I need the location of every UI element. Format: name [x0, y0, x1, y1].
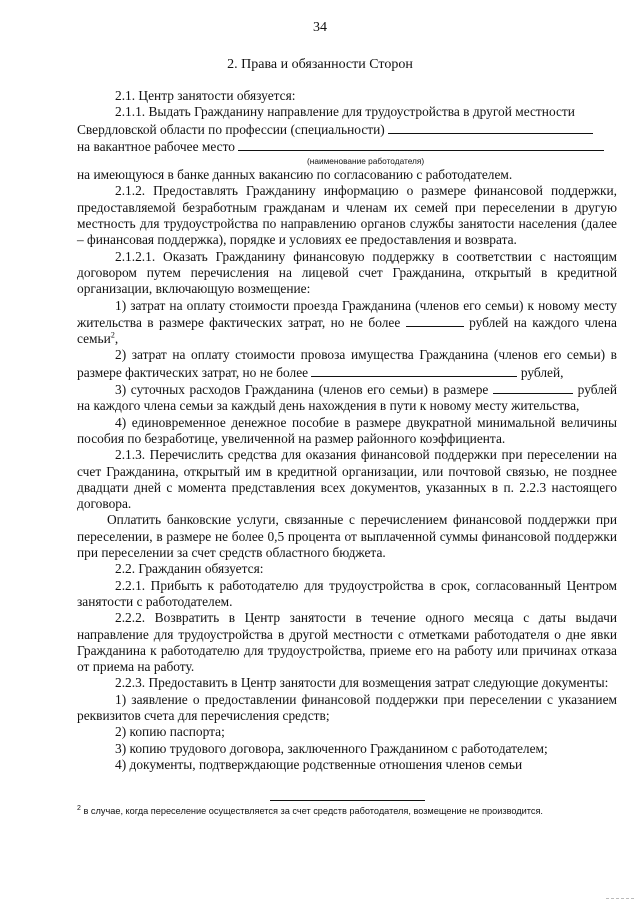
clause-2-1-1-vacancy: на имеющуюся в банке данных вакансию по согласованию с работодателем. [77, 167, 513, 183]
document-body [77, 88, 617, 773]
item3-tail: рублей на каждого члена семьи за каждый день нахождения в пути к новому месту жительства, [77, 382, 617, 414]
item1-comma: , [114, 331, 119, 347]
item1-blank [406, 314, 464, 327]
scan-artifact [606, 898, 634, 899]
profession-blank [388, 121, 593, 134]
footnote-divider [270, 800, 425, 801]
document-item-3: 3) копию трудового договора, заключенного Гражданином с работодателем; [115, 740, 548, 756]
footnote-text: в случае, когда переселение осуществляется за счет средств работодателя, возмещение не производится. [83, 806, 543, 816]
reimbursement-item-3 [77, 381, 617, 415]
page-number: 34 [313, 20, 327, 35]
reimbursement-item-2 [77, 347, 617, 381]
reimbursement-item-4: 4) единовременное денежное пособие в размере двукратной минимальной величины пособия по безработице, увеличенной на размер районного коэффициента. [77, 414, 617, 446]
reimbursement-item-1 [77, 298, 617, 348]
section-title: 2. Права и обязанности Сторон [227, 57, 413, 72]
clause-2-1-1-profession [77, 121, 617, 138]
item2-tail: рублей, [520, 364, 564, 380]
profession-label: Свердловской области по профессии (специальности) [77, 121, 385, 137]
document-item-1: 1) заявление о предоставлении финансовой поддержки при переселении с указанием реквизитов счета для перечисления средств; [77, 691, 617, 723]
document-item-2: 2) копию паспорта; [115, 724, 225, 740]
employer-blank [238, 138, 604, 151]
workplace-label: на вакантное рабочее место [77, 138, 235, 154]
clause-2-2: 2.2. Гражданин обязуется: [115, 561, 264, 577]
footnote-mark: 2 [77, 804, 81, 812]
clause-2-2-3: 2.2.3. Предоставить в Центр занятости для возмещения затрат следующие документы: [115, 675, 609, 691]
item2-blank [311, 364, 517, 377]
clause-2-1-1: 2.1.1. Выдать Гражданину направление для трудоустройства в другой местности [115, 104, 575, 120]
clause-2-1-2: 2.1.2. Предоставлять Гражданину информацию о размере финансовой поддержки, предоставляемой безработным гражданам и членам их семей при переселении в другую местность для трудоустройства по направлению органов службы занятости населения (далее – финансовая поддержка), порядке и условиях ее предоставления и возврата. [77, 183, 617, 248]
item2-text: 2) затрат на оплату стоимости провоза имущества Гражданина (членов его семьи) в размере фактических затрат, но не более [77, 347, 617, 380]
clause-2-2-1: 2.2.1. Прибыть к работодателю для трудоустройства в срок, согласованный Центром занятости с работодателем. [77, 577, 617, 609]
bank-services-paragraph: Оплатить банковские услуги, связанные с перечислением финансовой поддержки при переселении, в размере не более 0,5 процента от выплаченной суммы финансовой поддержки при переселении за счет средств областного бюджета. [77, 512, 617, 561]
item1-tail: рублей на каждого члена семьи [77, 314, 617, 347]
item1-text: 1) затрат на оплату стоимости проезда Гражданина (членов его семьи) к новому месту жительства в размере фактических затрат, но не более [77, 297, 617, 330]
footnote [77, 806, 617, 816]
employer-caption: (наименование работодателя) [307, 156, 425, 167]
item3-text: 3) суточных расходов Гражданина (членов его семьи) в размере [115, 382, 489, 398]
document-item-4: 4) документы, подтверждающие родственные отношения членов семьи [115, 756, 523, 772]
clause-2-1: 2.1. Центр занятости обязуется: [115, 88, 296, 103]
clause-2-1-3: 2.1.3. Перечислить средства для оказания финансовой поддержки при переселении на счет Гражданина, открытый им в кредитной организации, или почтовой связью, не позднее двадцати дней с момента представления всех документов, указанных в п. 2.2.3 настоящего договора. [77, 447, 617, 512]
clause-2-1-2-1: 2.1.2.1. Оказать Гражданину финансовую поддержку в соответствии с настоящим договором путем перечисления на лицевой счет Гражданина, открытый в кредитной организации, включающую возмещение: [77, 248, 617, 297]
item3-blank [493, 381, 573, 394]
footnote-ref: 2 [110, 330, 115, 340]
clause-2-2-2: 2.2.2. Возвратить в Центр занятости в течение одного месяца с даты выдачи направление для трудоустройства в другой местности с отметками работодателя о дне явки Гражданина к работодателю для трудоустройства, приеме его на работу или причинах отказа от приема на работу. [77, 610, 617, 675]
